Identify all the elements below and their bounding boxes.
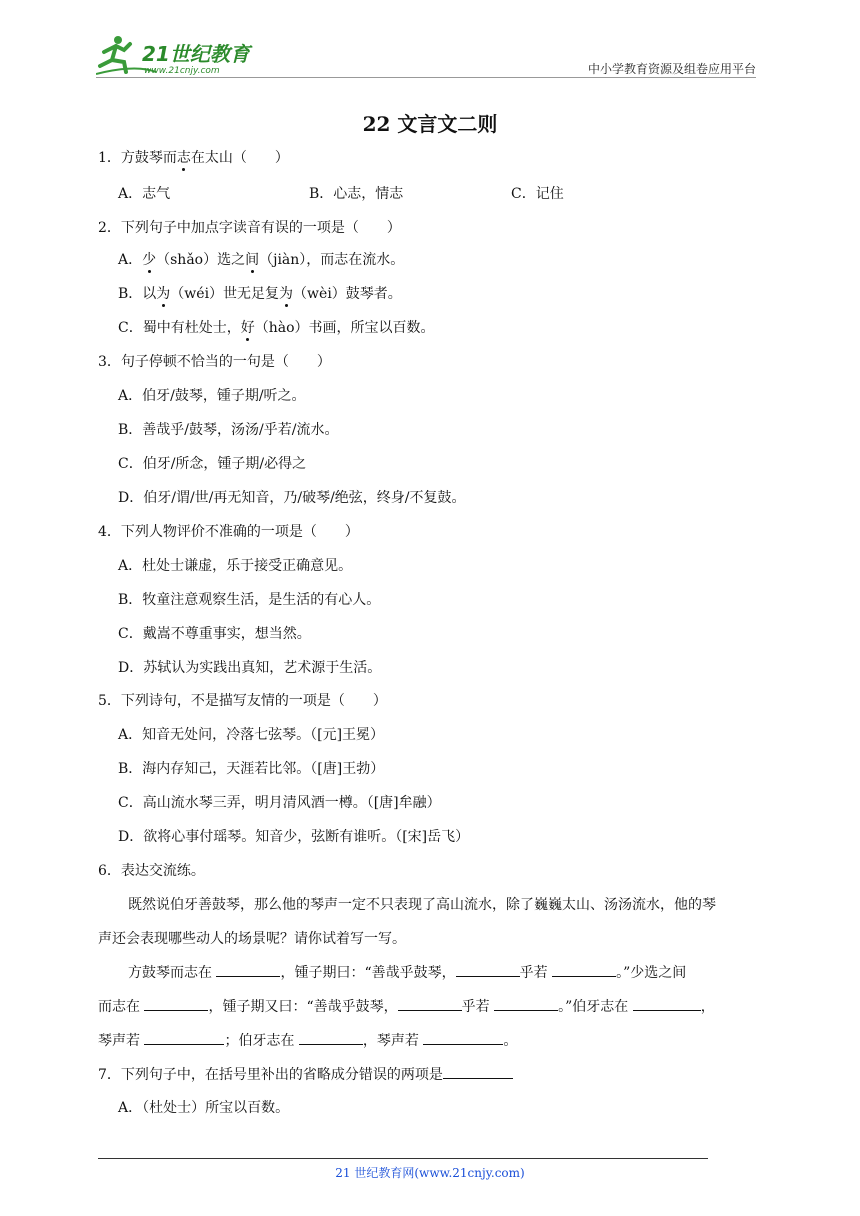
answer-blank[interactable] [144,996,208,1011]
answer-blank[interactable] [494,996,558,1011]
answer-blank[interactable] [456,962,520,977]
site-logo [96,34,266,76]
question-7-stem: 7．下列句子中，在括号里补出的省略成分错误的两项是 [98,1064,764,1085]
answer-blank[interactable] [443,1064,513,1079]
answer-blank[interactable] [398,996,462,1011]
question-2-option-b: B．以为（wéi）世无足复为（wèi）鼓琴者。 [118,286,402,302]
question-3-option-d: D．伯牙/谓/世/再无知音，乃/破琴/绝弦，终身/不复鼓。 [118,490,466,506]
question-6-fill-line-1: 方鼓琴而志在 ，锺子期曰：“善哉乎鼓琴， 乎若 。”少选之间 [98,962,794,983]
question-4-option-a: A．杜处士谦虚，乐于接受正确意见。 [118,558,353,574]
question-5-option-c: C．高山流水琴三弄，明月清风酒一樽。（[唐]牟融） [118,795,441,811]
logo-text: 21世纪教育 [142,42,250,66]
question-6-fill-line-2: 而志在 ，锺子期又曰：“善哉乎鼓琴， 乎若 。”伯牙志在 ， [98,996,764,1017]
footer-divider [98,1158,708,1159]
answer-blank[interactable] [144,1030,224,1045]
page-header [96,30,756,80]
question-2-stem: 2．下列句子中加点字读音有误的一项是（ ） [98,220,401,236]
answer-blank[interactable] [423,1030,503,1045]
question-5-option-a: A．知音无处问，冷落七弦琴。（[元]王冕） [118,727,385,743]
header-platform-text: 中小学教育资源及组卷应用平台 [587,62,756,76]
question-3-option-b: B．善哉乎/鼓琴，汤汤/乎若/流水。 [118,422,339,438]
question-5-option-d: D．欲将心事付瑶琴。知音少，弦断有谁听。（[宋]岳飞） [118,829,470,845]
page-title: 22 文言文二则 [362,112,498,136]
question-4-stem: 4．下列人物评价不准确的一项是（ ） [98,524,359,540]
question-7-option-a: A．（杜处士）所宝以百数。 [118,1100,290,1116]
question-2-option-a: A．少（shǎo）选之间（jiàn），而志在流水。 [118,252,405,268]
question-3-option-c: C．伯牙/所念，锺子期/必得之 [118,456,307,472]
question-1-option-c: C．记住 [511,186,564,202]
footer-link[interactable]: 21 世纪教育网(www.21cnjy.com) [335,1166,525,1180]
question-1-option-b: B．心志，情志 [309,186,404,202]
header-divider [96,77,756,78]
answer-blank[interactable] [216,962,280,977]
question-1-stem: 1．方鼓琴而志在太山（ ） [98,150,289,166]
question-6-intro-line-2: 声还会表现哪些动人的场景呢？请你试着写一写。 [98,931,406,947]
logo-url: www.21cnjy.com [144,66,220,76]
answer-blank[interactable] [299,1030,363,1045]
question-4-option-b: B．牧童注意观察生活，是生活的有心人。 [118,592,381,608]
question-5-option-b: B．海内存知己，天涯若比邻。（[唐]王勃） [118,761,385,777]
question-1-option-a: A．志气 [118,186,171,202]
question-3-option-a: A．伯牙/鼓琴，锺子期/听之。 [118,388,306,404]
question-6-fill-line-3: 琴声若 ；伯牙志在 ，琴声若 。 [98,1030,764,1051]
answer-blank[interactable] [633,996,701,1011]
question-4-option-c: C．戴嵩不尊重事实，想当然。 [118,626,311,642]
question-3-stem: 3．句子停顿不恰当的一句是（ ） [98,354,331,370]
answer-blank[interactable] [552,962,616,977]
question-6-intro-line-1: 既然说伯牙善鼓琴，那么他的琴声一定不只表现了高山流水，除了巍巍太山、汤汤流水，他的琴 [128,897,716,913]
question-2-option-c: C．蜀中有杜处士，好（hào）书画，所宝以百数。 [118,320,435,336]
question-4-option-d: D．苏轼认为实践出真知，艺术源于生活。 [118,660,382,676]
question-5-stem: 5．下列诗句，不是描写友情的一项是（ ） [98,693,387,709]
question-6-stem: 6．表达交流练。 [98,863,205,879]
dotted-char: 志 [176,150,191,166]
